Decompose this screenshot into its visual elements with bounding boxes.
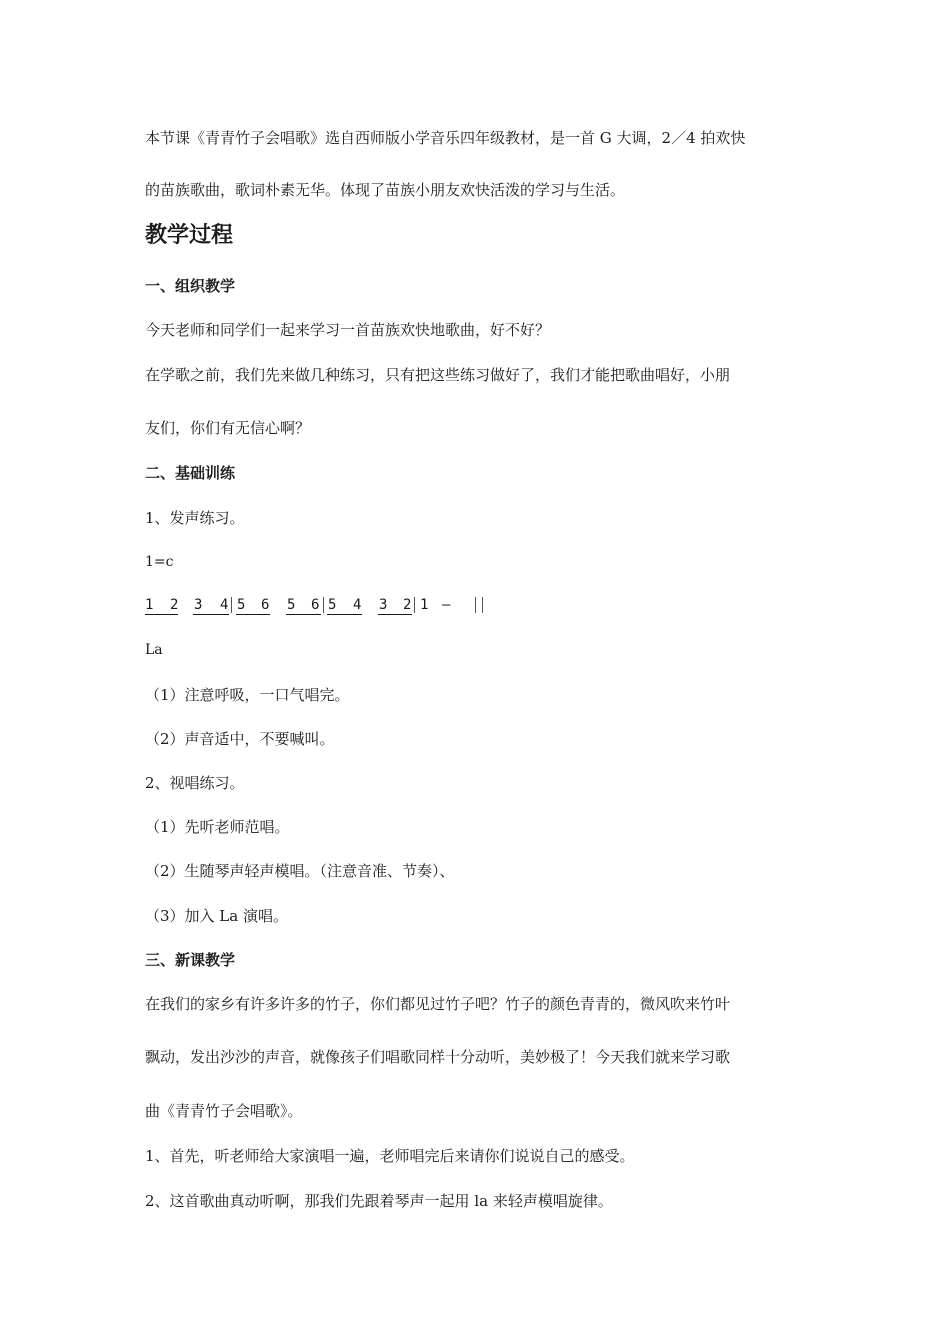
note: 3 (194, 597, 203, 613)
beam-underline (378, 614, 412, 615)
beam-underline (193, 614, 229, 615)
section-2-title: 二、基础训练 (145, 464, 236, 482)
tip-1: （1）注意呼吸，一口气唱完。 (145, 686, 350, 704)
exercise-2-title: 2、视唱练习。 (145, 774, 245, 792)
tip-2: （2）声音适中，不要喊叫。 (145, 730, 335, 748)
intro-line-2: 的苗族歌曲，歌词朴素无华。体现了苗族小朋友欢快活泼的学习与生活。 (145, 181, 626, 199)
note: 5 (287, 597, 296, 613)
note: 4 (220, 597, 229, 613)
step-1: （1）先听老师范唱。 (145, 818, 290, 836)
section-3-paragraph-line-3: 曲《青青竹子会唱歌》。 (145, 1102, 303, 1120)
section-1-title: 一、组织教学 (145, 277, 236, 295)
note: 6 (261, 597, 270, 613)
note: 5 (237, 597, 246, 613)
section-1-paragraph-2-line-1: 在学歌之前，我们先来做几种练习，只有把这些练习做好了，我们才能把歌曲唱好，小朋 (145, 366, 731, 384)
final-bar-line (482, 597, 483, 613)
bar-line (231, 597, 232, 613)
beam-underline (327, 614, 362, 615)
exercise-1-title: 1、发声练习。 (145, 509, 245, 527)
syllable-label: La (145, 642, 163, 658)
note: 2 (170, 597, 179, 613)
beam-underline (145, 614, 178, 615)
bar-line (414, 597, 415, 613)
beam-underline (286, 614, 321, 615)
note: 5 (328, 597, 337, 613)
section-3-title: 三、新课教学 (145, 951, 236, 969)
final-bar-line (475, 597, 476, 613)
section-1-paragraph-1: 今天老师和同学们一起来学习一首苗族欢快地歌曲，好不好？ (145, 321, 551, 339)
section-3-paragraph-line-2: 飘动，发出沙沙的声音，就像孩子们唱歌同样十分动听，美妙极了！今天我们就来学习歌 (145, 1048, 731, 1066)
intro-line-1: 本节课《青青竹子会唱歌》选自西师版小学音乐四年级教材，是一首 G 大调，2／4 拍欢快 (145, 129, 746, 147)
section-1-paragraph-2-line-2: 友们，你们有无信心啊？ (145, 419, 311, 437)
section-3-paragraph-line-1: 在我们的家乡有许多许多的竹子，你们都见过竹子吧？竹子的颜色青青的，微风吹来竹叶 (145, 995, 731, 1013)
bar-line (323, 597, 324, 613)
note: 2 (403, 597, 412, 613)
section-heading: 教学过程 (145, 223, 234, 248)
section-3-item-1: 1、首先，听老师给大家演唱一遍，老师唱完后来请你们说说自己的感受。 (145, 1147, 635, 1165)
step-2: （2）生随琴声轻声模唱。（注意音准、节奏）、 (145, 862, 455, 880)
beam-underline (236, 614, 270, 615)
key-signature: 1=c (145, 554, 174, 570)
note: — (442, 597, 451, 613)
note: 1 (420, 597, 429, 613)
note: 1 (145, 597, 154, 613)
note: 4 (353, 597, 362, 613)
note: 6 (311, 597, 320, 613)
jianpu-notation (145, 595, 525, 617)
step-3: （3）加入 La 演唱。 (145, 907, 288, 925)
note: 3 (379, 597, 388, 613)
section-3-item-2: 2、这首歌曲真动听啊，那我们先跟着琴声一起用 la 来轻声模唱旋律。 (145, 1192, 613, 1210)
